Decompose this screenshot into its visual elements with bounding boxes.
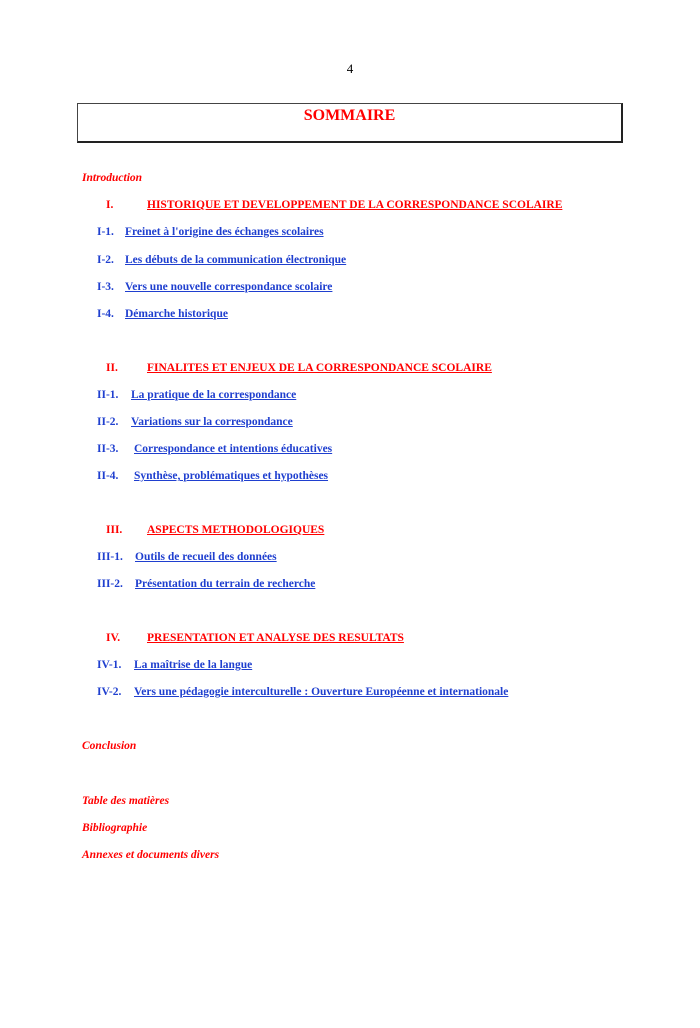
toc-table-des-matieres[interactable]: Table des matières — [82, 795, 170, 807]
toc-introduction[interactable]: Introduction — [82, 172, 143, 184]
toc-bibliographie[interactable]: Bibliographie — [82, 822, 148, 834]
toc-subsection-2-4[interactable]: II-4. Synthèse, problématiques et hypothèses — [97, 470, 329, 482]
toc-subsection-2-1[interactable]: II-1. La pratique de la correspondance — [97, 389, 297, 401]
toc-section-2[interactable] — [106, 362, 492, 374]
section-label[interactable]: ASPECTS METHODOLOGIQUES — [147, 524, 325, 536]
toc-conclusion[interactable]: Conclusion — [82, 740, 137, 752]
section-number: II. — [106, 362, 118, 374]
toc-subsection-1-2[interactable]: I-2. Les débuts de la communication électronique — [97, 254, 347, 266]
section-label[interactable]: HISTORIQUE ET DEVELOPPEMENT DE LA CORRESPONDANCE SCOLAIRE — [147, 199, 563, 211]
toc-subsection-2-2[interactable]: II-2. Variations sur la correspondance — [97, 416, 293, 428]
section-label[interactable]: FINALITES ET ENJEUX DE LA CORRESPONDANCE SCOLAIRE — [147, 362, 492, 374]
toc-subsection-4-1[interactable]: IV-1. La maîtrise de la langue — [97, 659, 253, 671]
toc-subsection-3-2[interactable]: III-2. Présentation du terrain de recherche — [97, 578, 316, 590]
toc-subsection-1-4[interactable]: I-4. Démarche historique — [97, 308, 228, 320]
toc-section-1[interactable] — [106, 199, 562, 211]
toc-subsection-3-1[interactable]: III-1. Outils de recueil des données — [97, 551, 277, 563]
page-title: SOMMAIRE — [303, 107, 396, 124]
section-number: IV. — [106, 632, 121, 644]
section-number: I. — [106, 199, 114, 211]
toc-subsection-2-3[interactable]: II-3. Correspondance et intentions éducatives — [97, 443, 333, 455]
toc-section-4[interactable] — [106, 632, 404, 644]
toc-section-3[interactable] — [106, 524, 324, 536]
toc-subsection-1-3[interactable]: I-3. Vers une nouvelle correspondance scolaire — [97, 281, 333, 293]
section-number: III. — [106, 524, 123, 536]
page-number: 4 — [346, 61, 354, 76]
section-label[interactable]: PRESENTATION ET ANALYSE DES RESULTATS — [147, 632, 404, 644]
toc-subsection-1-1[interactable]: I-1. Freinet à l'origine des échanges scolaires — [97, 226, 324, 238]
toc-annexes[interactable]: Annexes et documents divers — [82, 849, 220, 861]
title-box — [77, 103, 623, 143]
toc-subsection-4-2[interactable]: IV-2. Vers une pédagogie interculturelle : Ouverture Européenne et internationale — [97, 686, 509, 698]
